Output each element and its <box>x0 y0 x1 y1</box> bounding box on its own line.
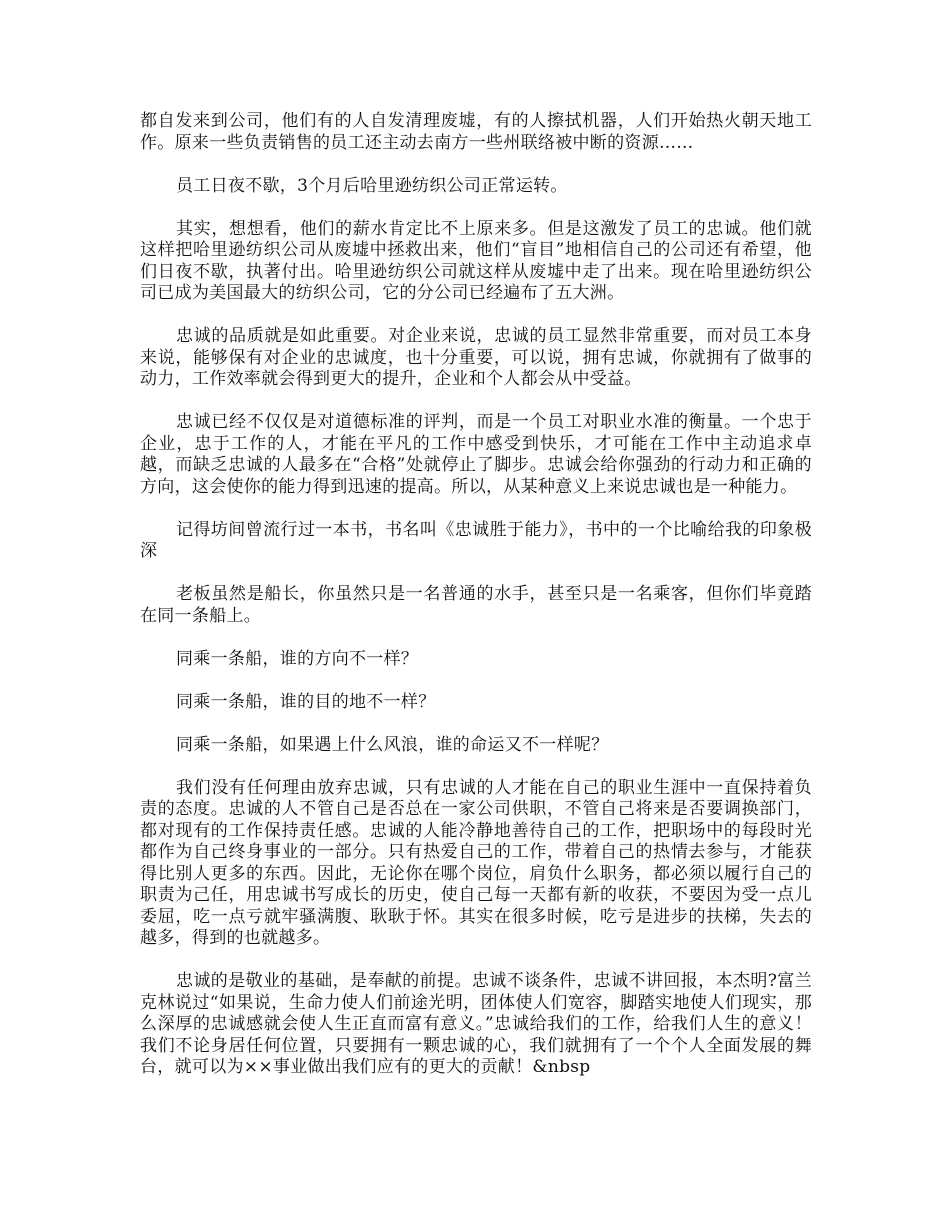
paragraph-1: 都自发来到公司，他们有的人自发清理废墟，有的人擦拭机器，人们开始热火朝天地工作。原来一些负责销售的员工还主动去南方一些州联络被中断的资源…… <box>140 111 812 153</box>
paragraph-5: 忠诚已经不仅仅是对道德标准的评判，而是一个员工对职业水准的衡量。一个忠于企业，忠于工作的人，才能在平凡的工作中感受到快乐，才可能在工作中主动追求卓越，而缺乏忠诚的人最多在“合格”处就停止了脚步。忠诚会给你强劲的行动力和正确的方向，这会使你的能力得到迅速的提高。所以，从某种意义上来说忠诚也是一种能力。 <box>140 412 812 497</box>
document-body <box>140 111 812 1100</box>
paragraph-4: 忠诚的品质就是如此重要。对企业来说，忠诚的员工显然非常重要，而对员工本身来说，能够保有对企业的忠诚度，也十分重要，可以说，拥有忠诚，你就拥有了做事的动力，工作效率就会得到更大的提升，企业和个人都会从中受益。 <box>140 326 812 389</box>
paragraph-10: 同乘一条船，如果遇上什么风浪，谁的命运又不一样呢？ <box>176 734 609 755</box>
paragraph-6: 记得坊间曾流行过一本书，书名叫《忠诚胜于能力》，书中的一个比喻给我的印象极深 <box>140 519 812 561</box>
paragraph-3: 其实，想想看，他们的薪水肯定比不上原来多。但是这激发了员工的忠诚。他们就这样把哈里逊纺织公司从废墟中拯救出来，他们“盲目”地相信自己的公司还有希望，他们日夜不歇，执著付出。哈里逊纺织公司就这样从废墟中走了出来。现在哈里逊纺织公司已成为美国最大的纺织公司，它的分公司已经遍布了五大洲。 <box>140 218 812 303</box>
paragraph-11: 我们没有任何理由放弃忠诚，只有忠诚的人才能在自己的职业生涯中一直保持着负责的态度。忠诚的人不管自己是否总在一家公司供职，不管自己将来是否要调换部门，都对现有的工作保持责任感。忠诚的人能冷静地善待自己的工作，把职场中的每段时光都作为自己终身事业的一部分。只有热爱自己的工作，带着自己的热情去参与，才能获得比别人更多的东西。因此，无论你在哪个岗位，肩负什么职务，都必须以履行自己的职责为己任，用忠诚书写成长的历史，使自己每一天都有新的收获，不要因为受一点儿委屈，吃一点亏就牢骚满腹、耿耿于怀。其实在很多时候，吃亏是进步的扶梯，失去的越多，得到的也就越多。 <box>140 777 812 948</box>
paragraph-2: 员工日夜不歇，3个月后哈里逊纺织公司正常运转。 <box>176 175 568 196</box>
paragraph-7: 老板虽然是船长，你虽然只是一名普通的水手，甚至只是一名乘客，但你们毕竟踏在同一条船上。 <box>140 584 812 626</box>
paragraph-8: 同乘一条船，谁的方向不一样？ <box>176 648 419 669</box>
paragraph-12: 忠诚的是敬业的基础，是奉献的前提。忠诚不谈条件，忠诚不讲回报，本杰明?富兰克林说过“如果说，生命力使人们前途光明，团体使人们宽容，脚踏实地使人们现实，那么深厚的忠诚感就会使人生正直而富有意义。”忠诚给我们的工作，给我们人生的意义！我们不论身居任何位置，只要拥有一颗忠诚的心，我们就拥有了一个个人全面发展的舞台，就可以为××事业做出我们应有的更大的贡献！&nbsp <box>140 971 812 1077</box>
paragraph-9: 同乘一条船，谁的目的地不一样？ <box>176 691 436 712</box>
